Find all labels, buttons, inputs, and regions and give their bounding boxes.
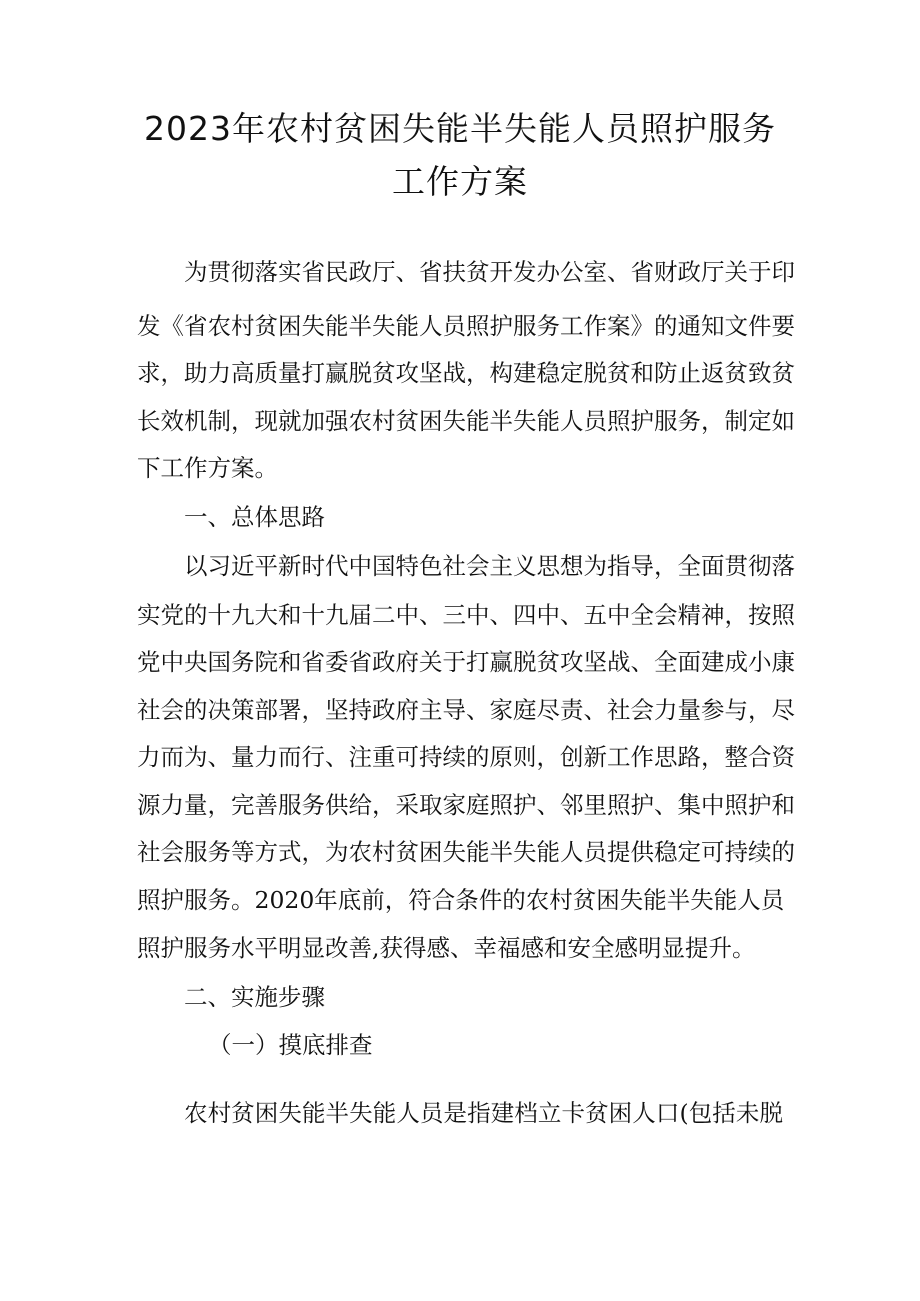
section-1-heading: 一、总体思路 <box>184 503 325 531</box>
section-1-line: 社会的决策部署，坚持政府主导、家庭尽责、社会力量参与，尽 <box>137 696 795 724</box>
intro-line: 为贯彻落实省民政厅、省扶贫开发办公室、省财政厅关于印 <box>184 258 795 286</box>
document-title-line-2: 工作方案 <box>392 162 528 201</box>
section-1-line: 实党的十九大和十九届二中、三中、四中、五中全会精神，按照 <box>137 601 795 629</box>
section-1-line: 以习近平新时代中国特色社会主义思想为指导，全面贯彻落 <box>184 552 795 580</box>
section-2-subheading: （一）摸底排查 <box>208 1031 373 1059</box>
intro-line: 求，助力高质量打赢脱贫攻坚战，构建稳定脱贫和防止返贫致贫 <box>137 359 795 387</box>
document-title-line-1: 2023年农村贫困失能半失能人员照护服务 <box>144 109 776 148</box>
section-2-heading: 二、实施步骤 <box>184 983 325 1011</box>
section-2-line: 农村贫困失能半失能人员是指建档立卡贫困人口(包括未脱 <box>184 1099 783 1127</box>
section-1-line: 照护服务。2020年底前，符合条件的农村贫困失能半失能人员 <box>137 886 785 914</box>
section-1-line: 照护服务水平明显改善,获得感、幸福感和安全感明显提升。 <box>137 934 756 962</box>
intro-line: 发《省农村贫困失能半失能人员照护服务工作案》的通知文件要 <box>137 312 795 340</box>
intro-line: 下工作方案。 <box>137 454 278 482</box>
section-1-line: 力而为、量力而行、注重可持续的原则，创新工作思路，整合资 <box>137 743 795 771</box>
section-1-line: 源力量，完善服务供给，采取家庭照护、邻里照护、集中照护和 <box>137 791 795 819</box>
intro-line: 长效机制，现就加强农村贫困失能半失能人员照护服务，制定如 <box>137 407 795 435</box>
section-1-line: 党中央国务院和省委省政府关于打赢脱贫攻坚战、全面建成小康 <box>137 648 795 676</box>
section-1-line: 社会服务等方式，为农村贫困失能半失能人员提供稳定可持续的 <box>137 838 795 866</box>
